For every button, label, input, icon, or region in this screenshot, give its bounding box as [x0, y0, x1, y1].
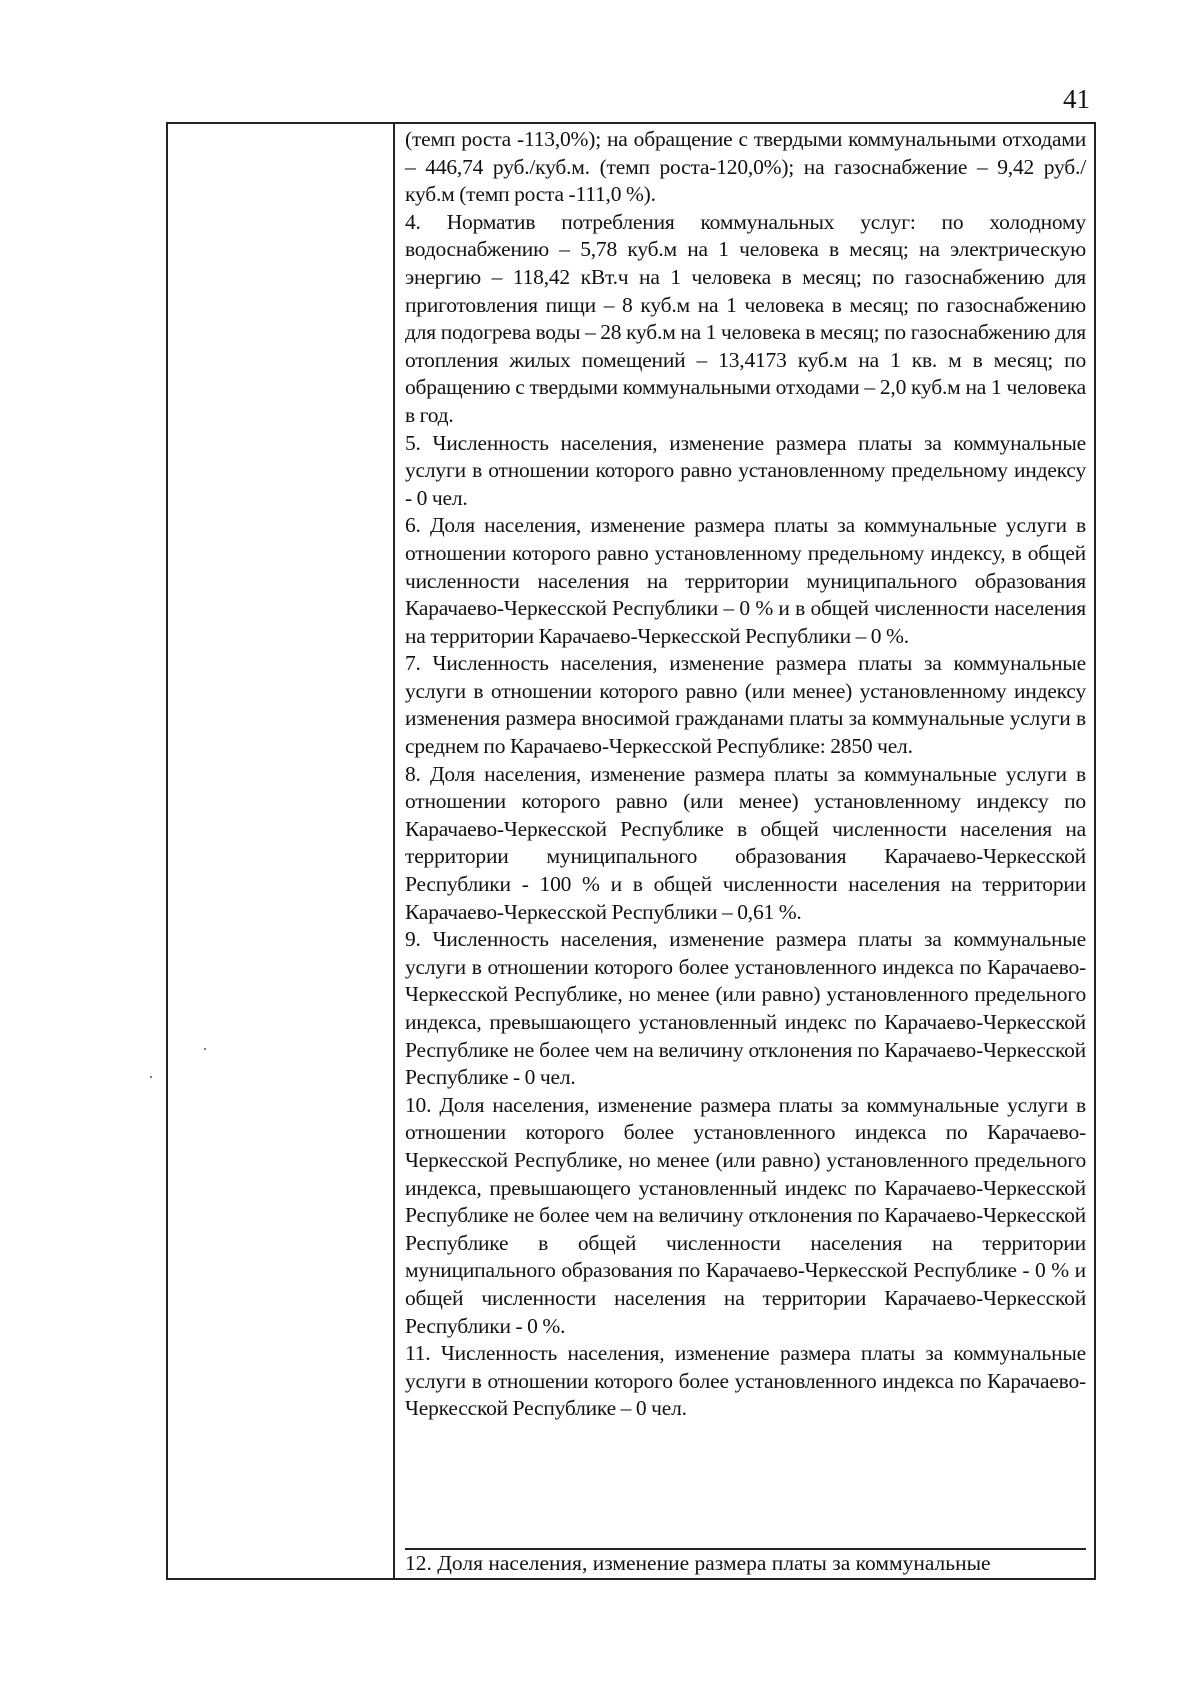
- paragraph-10: 10. Доля населения, изменение размера платы за коммунальные услуги в отношении которого более установленного индекса по Карачаево-Черкесской Республике, но менее (или равно) установленного предельного индекса, превышающего установленный индекс по Карачаево-Черкесской Республике не более чем на величину отклонения по Карачаево-Черкесской Республике в общей численности населения на территории муниципального образования по Карачаево-Черкесской Республике - 0 % и общей численности населения на территории Карачаево-Черкесской Республики - 0 %.: [405, 1092, 1086, 1338]
- scan-speck: [204, 1048, 206, 1050]
- paragraph-11: 11. Численность населения, изменение размера платы за коммунальные услуги в отношении которого более установленного индекса по Карачаево-Черкесской Республике – 0 чел.: [405, 1341, 1086, 1421]
- page-number: 41: [1063, 84, 1090, 114]
- document-table: [166, 122, 1096, 1580]
- table-right-cell: [395, 124, 1094, 1578]
- paragraph-9: 9. Численность населения, изменение размера платы за коммунальные услуги в отношении которого более установленного индекса по Карачаево-Черкесской Республике, но менее (или равно) установленного предельного индекса, превышающего установленный индекс по Карачаево-Черкесской Республике не более чем на величину отклонения по Карачаево-Черкесской Республике - 0 чел.: [405, 927, 1086, 1090]
- paragraph-5: 5. Численность населения, изменение размера платы за коммунальные услуги в отношении которого равно установленному предельному индексу - 0 чел.: [405, 430, 1086, 510]
- paragraph-7: 7. Численность населения, изменение размера платы за коммунальные услуги в отношении которого равно (или менее) установленному индексу изменения размера вносимой гражданами платы за коммунальные услуги в среднем по Карачаево-Черкесской Республике: 2850 чел.: [405, 651, 1086, 759]
- paragraph-4: 4. Норматив потребления коммунальных услуг: по холодному водоснабжению – 5,78 куб.м на 1 человека в месяц; на электрическую энергию – 118,42 кВт.ч на 1 человека в месяц; по газоснабжению для приготовления пищи – 8 куб.м на 1 человека в месяц; по газоснабжению для подогрева воды – 28 куб.м на 1 человека в месяц; по газоснабжению для отопления жилых помещений – 13,4173 куб.м на 1 кв. м в месяц; по обращению с твердыми коммунальными отходами – 2,0 куб.м на 1 человека в год.: [405, 209, 1086, 427]
- paragraph-6: 6. Доля населения, изменение размера платы за коммунальные услуги в отношении которого равно установленному предельному индексу, в общей численности населения на территории муниципального образования Карачаево-Черкесской Республики – 0 % и в общей численности населения на территории Карачаево-Черкесской Республики – 0 %.: [405, 513, 1086, 648]
- paragraph-12-start: 12. Доля населения, изменение размера платы за коммунальные: [405, 1548, 1086, 1578]
- paragraph-8: 8. Доля населения, изменение размера платы за коммунальные услуги в отношении которого равно (или менее) установленному индексу по Карачаево-Черкесской Республике в общей численности населения на территории муниципального образования Карачаево-Черкесской Республики - 100 % и в общей численности населения на территории Карачаево-Черкесской Республики – 0,61 %.: [405, 761, 1086, 924]
- table-left-cell: [168, 124, 395, 1578]
- scan-speck: [150, 1076, 152, 1078]
- paragraph-continuation: (темп роста -113,0%); на обращение с твердыми коммунальными отходами – 446,74 руб./куб.м. (темп роста-120,0%); на газоснабжение – 9,42 руб./куб.м (темп роста -111,0 %).: [405, 127, 1086, 207]
